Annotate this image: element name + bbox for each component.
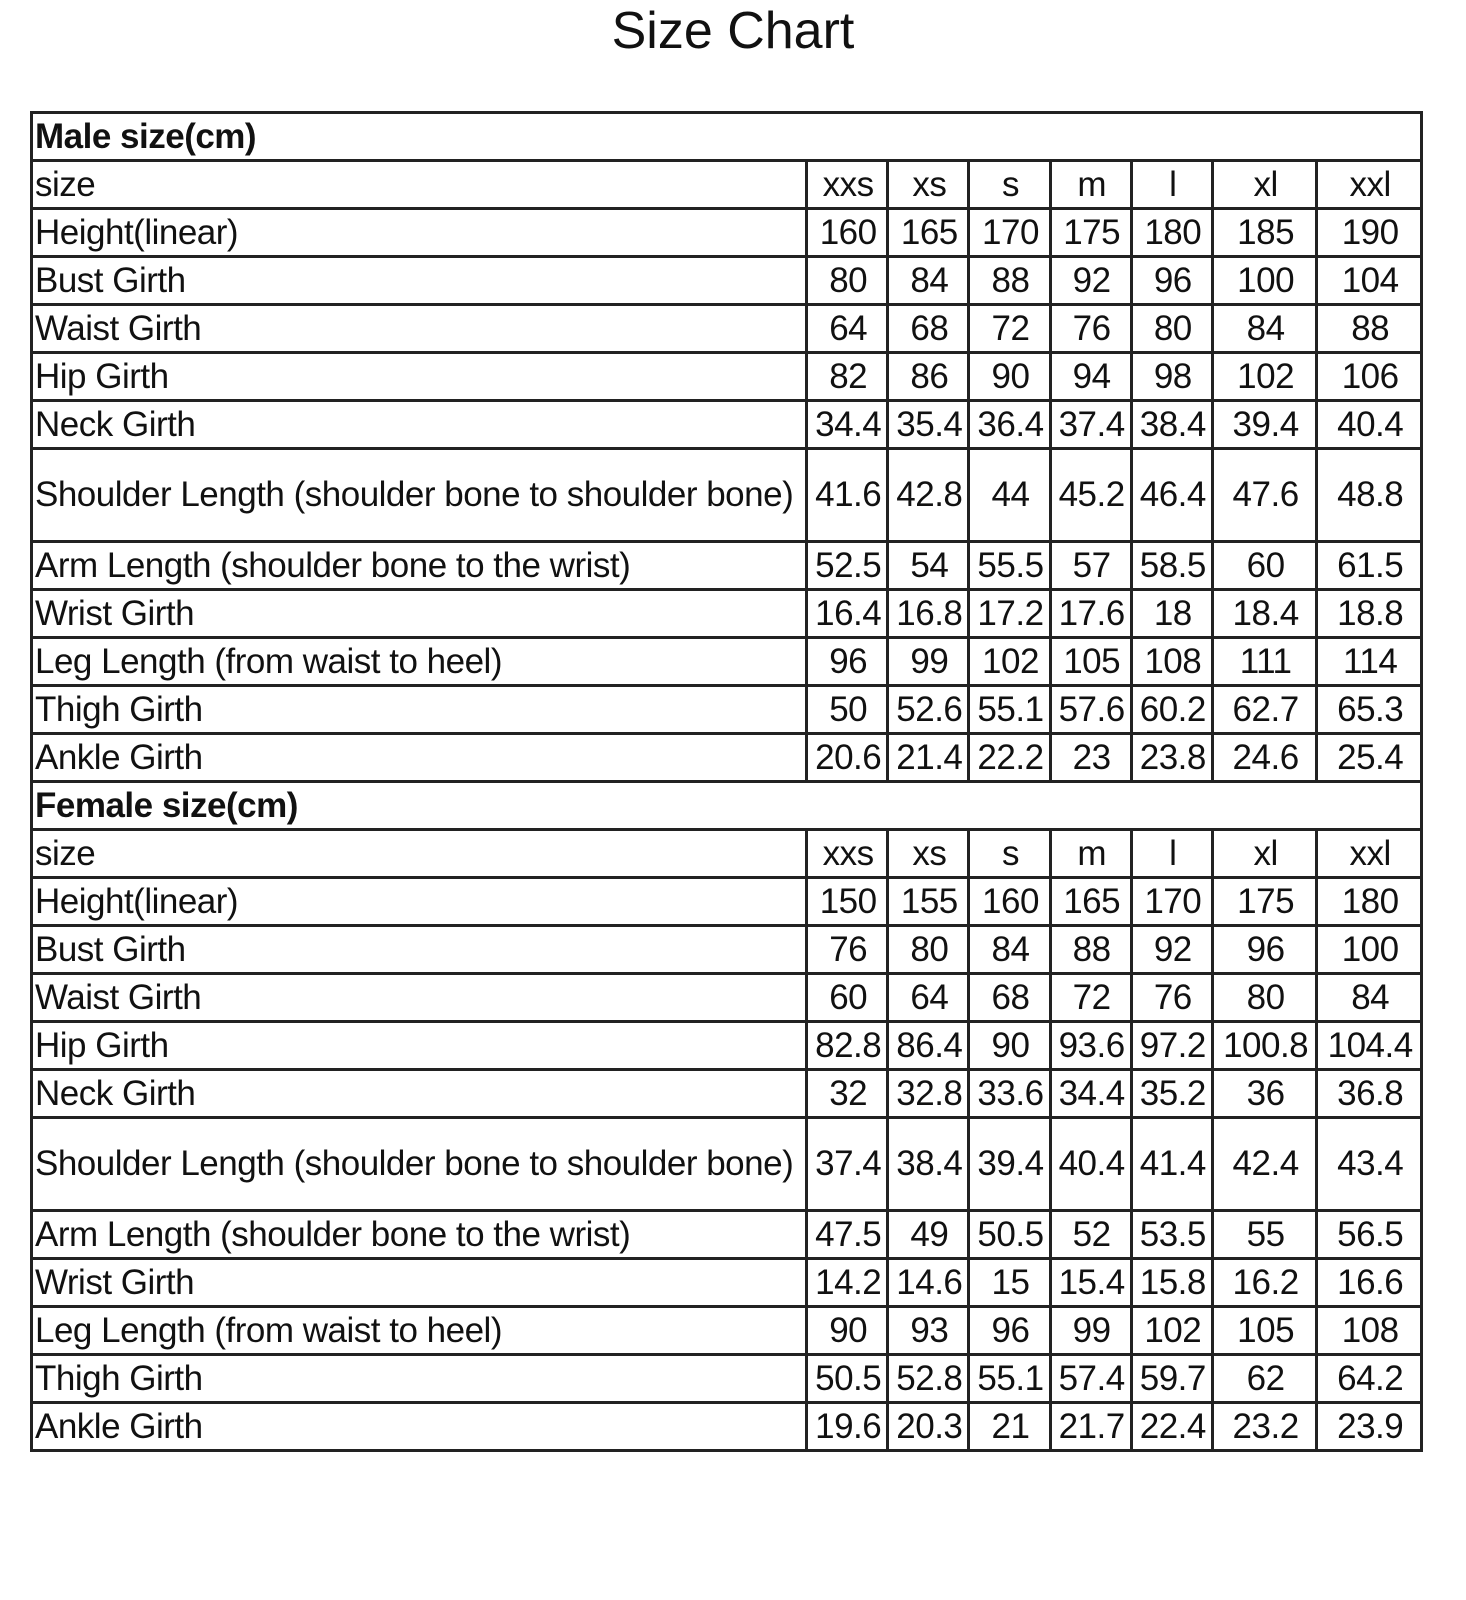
measurement-value: 42.8: [888, 449, 969, 542]
measurement-value: 165: [888, 209, 969, 257]
size-chart-table: [30, 111, 1423, 1452]
measurement-value: 55.5: [969, 542, 1050, 590]
measurement-value: 38.4: [888, 1118, 969, 1211]
measurement-value: 96: [807, 638, 888, 686]
table-row: [32, 542, 1422, 590]
size-header-cell: xxs: [807, 830, 888, 878]
measurement-value: 62: [1212, 1355, 1316, 1403]
table-row: [32, 401, 1422, 449]
measurement-value: 52.6: [888, 686, 969, 734]
measurement-value: 34.4: [807, 401, 888, 449]
table-row: [32, 590, 1422, 638]
measurement-value: 54: [888, 542, 969, 590]
measurement-label: Neck Girth: [32, 1070, 807, 1118]
measurement-value: 15.8: [1131, 1259, 1212, 1307]
size-header-label: size: [32, 161, 807, 209]
measurement-value: 22.2: [969, 734, 1050, 782]
measurement-value: 52.8: [888, 1355, 969, 1403]
section-heading-row: [32, 782, 1422, 830]
measurement-value: 90: [969, 353, 1050, 401]
measurement-value: 76: [1050, 305, 1131, 353]
measurement-value: 82: [807, 353, 888, 401]
measurement-value: 23.9: [1317, 1403, 1422, 1451]
measurement-value: 86.4: [888, 1022, 969, 1070]
measurement-value: 44: [969, 449, 1050, 542]
measurement-value: 100.8: [1212, 1022, 1316, 1070]
measurement-value: 22.4: [1131, 1403, 1212, 1451]
size-header-cell: s: [969, 161, 1050, 209]
measurement-value: 84: [1317, 974, 1422, 1022]
measurement-value: 170: [1131, 878, 1212, 926]
measurement-value: 32: [807, 1070, 888, 1118]
measurement-value: 96: [1212, 926, 1316, 974]
measurement-value: 102: [1212, 353, 1316, 401]
measurement-value: 98: [1131, 353, 1212, 401]
table-row: [32, 257, 1422, 305]
measurement-value: 17.6: [1050, 590, 1131, 638]
measurement-label: Arm Length (shoulder bone to the wrist): [32, 1211, 807, 1259]
measurement-value: 50.5: [969, 1211, 1050, 1259]
measurement-value: 15.4: [1050, 1259, 1131, 1307]
size-header-cell: l: [1131, 830, 1212, 878]
measurement-value: 36.8: [1317, 1070, 1422, 1118]
measurement-value: 40.4: [1317, 401, 1422, 449]
measurement-value: 175: [1212, 878, 1316, 926]
table-row: [32, 353, 1422, 401]
size-header-cell: m: [1050, 830, 1131, 878]
measurement-value: 39.4: [969, 1118, 1050, 1211]
measurement-value: 59.7: [1131, 1355, 1212, 1403]
measurement-value: 90: [969, 1022, 1050, 1070]
size-header-cell: xs: [888, 161, 969, 209]
measurement-value: 175: [1050, 209, 1131, 257]
measurement-value: 20.6: [807, 734, 888, 782]
measurement-value: 20.3: [888, 1403, 969, 1451]
size-chart-body: [32, 113, 1422, 1451]
measurement-value: 18.8: [1317, 590, 1422, 638]
section-heading-row: [32, 113, 1422, 161]
size-header-cell: xs: [888, 830, 969, 878]
measurement-label: Bust Girth: [32, 257, 807, 305]
measurement-value: 40.4: [1050, 1118, 1131, 1211]
measurement-value: 111: [1212, 638, 1316, 686]
measurement-value: 57.6: [1050, 686, 1131, 734]
measurement-value: 180: [1317, 878, 1422, 926]
measurement-value: 15: [969, 1259, 1050, 1307]
measurement-value: 86: [888, 353, 969, 401]
measurement-label: Hip Girth: [32, 353, 807, 401]
measurement-label: Leg Length (from waist to heel): [32, 1307, 807, 1355]
measurement-value: 185: [1212, 209, 1316, 257]
page-title: Size Chart: [611, 2, 855, 60]
measurement-value: 57.4: [1050, 1355, 1131, 1403]
size-header-cell: xl: [1212, 161, 1316, 209]
measurement-label: Wrist Girth: [32, 590, 807, 638]
measurement-value: 49: [888, 1211, 969, 1259]
measurement-value: 60: [1212, 542, 1316, 590]
measurement-value: 35.2: [1131, 1070, 1212, 1118]
measurement-value: 47.6: [1212, 449, 1316, 542]
measurement-value: 35.4: [888, 401, 969, 449]
measurement-value: 84: [888, 257, 969, 305]
measurement-value: 33.6: [969, 1070, 1050, 1118]
measurement-label: Ankle Girth: [32, 734, 807, 782]
measurement-value: 76: [807, 926, 888, 974]
measurement-value: 47.5: [807, 1211, 888, 1259]
measurement-value: 92: [1131, 926, 1212, 974]
measurement-value: 64.2: [1317, 1355, 1422, 1403]
measurement-value: 105: [1212, 1307, 1316, 1355]
measurement-value: 96: [1131, 257, 1212, 305]
measurement-value: 60: [807, 974, 888, 1022]
measurement-label: Ankle Girth: [32, 1403, 807, 1451]
measurement-value: 24.6: [1212, 734, 1316, 782]
measurement-value: 84: [1212, 305, 1316, 353]
measurement-value: 102: [969, 638, 1050, 686]
measurement-value: 82.8: [807, 1022, 888, 1070]
measurement-value: 97.2: [1131, 1022, 1212, 1070]
measurement-value: 14.6: [888, 1259, 969, 1307]
measurement-value: 105: [1050, 638, 1131, 686]
measurement-value: 53.5: [1131, 1211, 1212, 1259]
measurement-value: 55: [1212, 1211, 1316, 1259]
measurement-value: 72: [1050, 974, 1131, 1022]
measurement-value: 80: [1212, 974, 1316, 1022]
measurement-value: 52.5: [807, 542, 888, 590]
size-header-cell: l: [1131, 161, 1212, 209]
measurement-value: 93.6: [1050, 1022, 1131, 1070]
measurement-value: 160: [807, 209, 888, 257]
table-row: [32, 209, 1422, 257]
measurement-value: 93: [888, 1307, 969, 1355]
measurement-value: 180: [1131, 209, 1212, 257]
measurement-value: 190: [1317, 209, 1422, 257]
measurement-label: Waist Girth: [32, 305, 807, 353]
size-header-label: size: [32, 830, 807, 878]
measurement-label: Arm Length (shoulder bone to the wrist): [32, 542, 807, 590]
size-header-cell: xxl: [1317, 830, 1422, 878]
measurement-label: Shoulder Length (shoulder bone to shoulder bone): [32, 1118, 807, 1211]
measurement-value: 16.8: [888, 590, 969, 638]
measurement-value: 80: [1131, 305, 1212, 353]
measurement-value: 45.2: [1050, 449, 1131, 542]
measurement-value: 160: [969, 878, 1050, 926]
measurement-label: Thigh Girth: [32, 1355, 807, 1403]
measurement-value: 16.6: [1317, 1259, 1422, 1307]
measurement-value: 56.5: [1317, 1211, 1422, 1259]
measurement-value: 41.6: [807, 449, 888, 542]
measurement-value: 48.8: [1317, 449, 1422, 542]
table-row: [32, 926, 1422, 974]
table-row: [32, 1307, 1422, 1355]
measurement-value: 155: [888, 878, 969, 926]
table-row: [32, 638, 1422, 686]
measurement-value: 52: [1050, 1211, 1131, 1259]
table-row: [32, 974, 1422, 1022]
measurement-value: 38.4: [1131, 401, 1212, 449]
measurement-value: 37.4: [1050, 401, 1131, 449]
size-header-cell: xxs: [807, 161, 888, 209]
measurement-value: 21.4: [888, 734, 969, 782]
measurement-value: 62.7: [1212, 686, 1316, 734]
measurement-value: 99: [888, 638, 969, 686]
measurement-value: 41.4: [1131, 1118, 1212, 1211]
measurement-value: 21: [969, 1403, 1050, 1451]
measurement-value: 108: [1131, 638, 1212, 686]
measurement-value: 50: [807, 686, 888, 734]
table-row: [32, 1211, 1422, 1259]
measurement-value: 46.4: [1131, 449, 1212, 542]
measurement-label: Leg Length (from waist to heel): [32, 638, 807, 686]
table-row: [32, 305, 1422, 353]
measurement-value: 43.4: [1317, 1118, 1422, 1211]
measurement-value: 34.4: [1050, 1070, 1131, 1118]
measurement-value: 17.2: [969, 590, 1050, 638]
measurement-value: 80: [807, 257, 888, 305]
measurement-value: 14.2: [807, 1259, 888, 1307]
measurement-label: Height(linear): [32, 878, 807, 926]
measurement-value: 36.4: [969, 401, 1050, 449]
measurement-value: 100: [1317, 926, 1422, 974]
measurement-value: 94: [1050, 353, 1131, 401]
measurement-value: 16.4: [807, 590, 888, 638]
measurement-value: 37.4: [807, 1118, 888, 1211]
table-row: [32, 1070, 1422, 1118]
measurement-value: 60.2: [1131, 686, 1212, 734]
table-row: [32, 1259, 1422, 1307]
measurement-label: Shoulder Length (shoulder bone to shoulder bone): [32, 449, 807, 542]
table-row: [32, 449, 1422, 542]
measurement-value: 88: [969, 257, 1050, 305]
size-header-cell: s: [969, 830, 1050, 878]
measurement-label: Neck Girth: [32, 401, 807, 449]
measurement-value: 39.4: [1212, 401, 1316, 449]
measurement-value: 99: [1050, 1307, 1131, 1355]
measurement-value: 32.8: [888, 1070, 969, 1118]
measurement-value: 114: [1317, 638, 1422, 686]
measurement-value: 61.5: [1317, 542, 1422, 590]
measurement-value: 88: [1317, 305, 1422, 353]
measurement-label: Bust Girth: [32, 926, 807, 974]
measurement-value: 36: [1212, 1070, 1316, 1118]
measurement-value: 84: [969, 926, 1050, 974]
measurement-value: 57: [1050, 542, 1131, 590]
size-header-row: [32, 161, 1422, 209]
measurement-value: 80: [888, 926, 969, 974]
measurement-value: 106: [1317, 353, 1422, 401]
measurement-value: 165: [1050, 878, 1131, 926]
section-heading: Male size(cm): [32, 113, 1422, 161]
size-header-cell: xxl: [1317, 161, 1422, 209]
measurement-value: 96: [969, 1307, 1050, 1355]
measurement-value: 50.5: [807, 1355, 888, 1403]
measurement-value: 42.4: [1212, 1118, 1316, 1211]
size-header-row: [32, 830, 1422, 878]
measurement-value: 55.1: [969, 686, 1050, 734]
measurement-value: 108: [1317, 1307, 1422, 1355]
measurement-value: 19.6: [807, 1403, 888, 1451]
measurement-label: Wrist Girth: [32, 1259, 807, 1307]
table-row: [32, 686, 1422, 734]
measurement-value: 170: [969, 209, 1050, 257]
measurement-label: Height(linear): [32, 209, 807, 257]
table-row: [32, 1403, 1422, 1451]
measurement-value: 104.4: [1317, 1022, 1422, 1070]
table-row: [32, 1022, 1422, 1070]
measurement-value: 65.3: [1317, 686, 1422, 734]
measurement-value: 88: [1050, 926, 1131, 974]
table-row: [32, 1118, 1422, 1211]
measurement-value: 18.4: [1212, 590, 1316, 638]
measurement-value: 23.2: [1212, 1403, 1316, 1451]
measurement-value: 90: [807, 1307, 888, 1355]
measurement-value: 104: [1317, 257, 1422, 305]
measurement-value: 55.1: [969, 1355, 1050, 1403]
size-header-cell: xl: [1212, 830, 1316, 878]
measurement-value: 18: [1131, 590, 1212, 638]
measurement-value: 64: [807, 305, 888, 353]
measurement-value: 23.8: [1131, 734, 1212, 782]
section-heading: Female size(cm): [32, 782, 1422, 830]
measurement-value: 92: [1050, 257, 1131, 305]
measurement-value: 102: [1131, 1307, 1212, 1355]
measurement-value: 68: [969, 974, 1050, 1022]
measurement-value: 16.2: [1212, 1259, 1316, 1307]
measurement-label: Hip Girth: [32, 1022, 807, 1070]
size-header-cell: m: [1050, 161, 1131, 209]
measurement-value: 58.5: [1131, 542, 1212, 590]
table-row: [32, 878, 1422, 926]
table-row: [32, 1355, 1422, 1403]
measurement-value: 100: [1212, 257, 1316, 305]
measurement-label: Thigh Girth: [32, 686, 807, 734]
measurement-value: 23: [1050, 734, 1131, 782]
measurement-value: 150: [807, 878, 888, 926]
measurement-value: 76: [1131, 974, 1212, 1022]
measurement-value: 72: [969, 305, 1050, 353]
measurement-value: 21.7: [1050, 1403, 1131, 1451]
measurement-value: 25.4: [1317, 734, 1422, 782]
measurement-value: 68: [888, 305, 969, 353]
measurement-label: Waist Girth: [32, 974, 807, 1022]
table-row: [32, 734, 1422, 782]
measurement-value: 64: [888, 974, 969, 1022]
